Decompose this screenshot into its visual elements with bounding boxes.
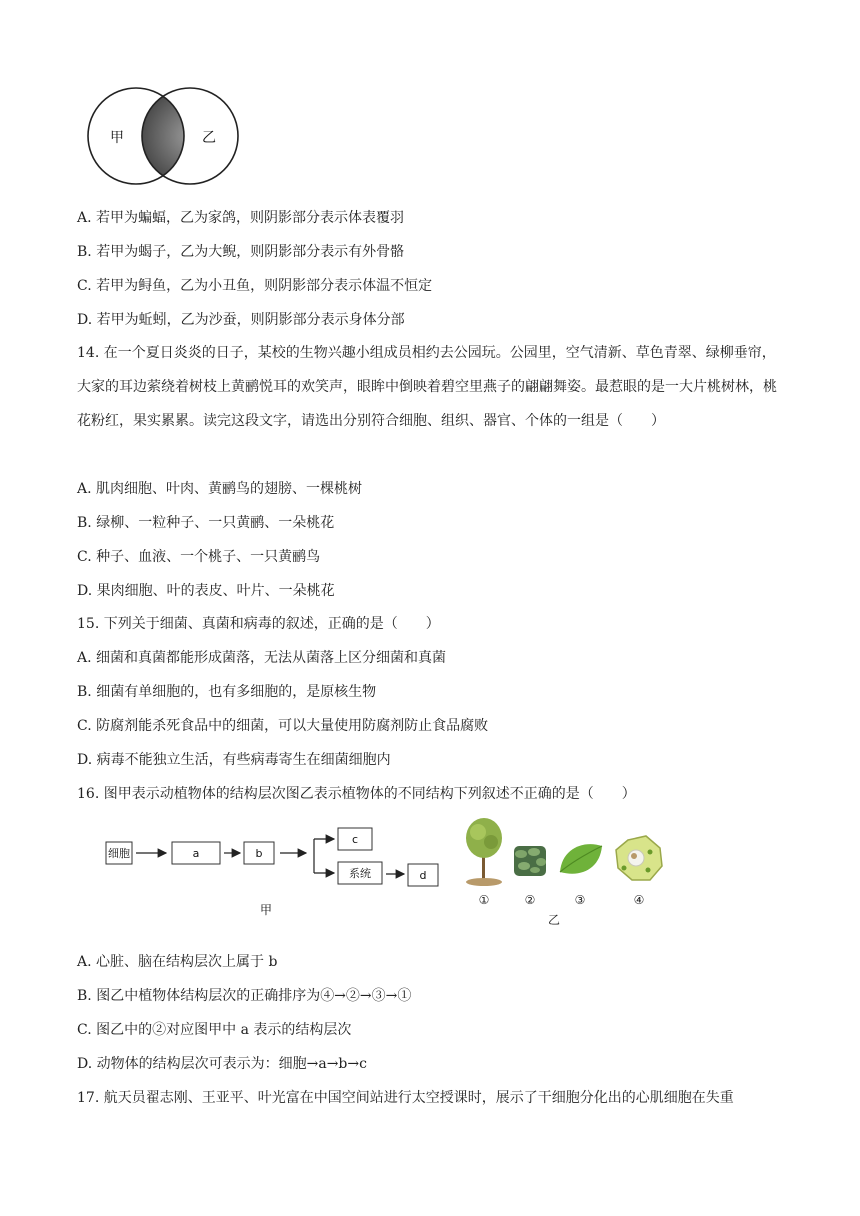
q16-option-c: C. 图乙中的②对应图甲中 a 表示的结构层次 — [77, 1022, 352, 1038]
q15-option-a: A. 细菌和真菌都能形成菌落，无法从菌落上区分细菌和真菌 — [77, 650, 447, 666]
plant-label-2: ② — [524, 893, 536, 907]
flow-label-system: 系统 — [349, 867, 371, 880]
plant-structures-figure — [458, 812, 678, 932]
flow-label-a: a — [192, 847, 200, 860]
q14-stem: 14. 在一个夏日炎炎的日子，某校的生物兴趣小组成员相约去公园玩。公园里，空气清新、草色青翠、绿柳垂帘，大家的耳边萦绕着树枝上黄鹂悦耳的欢笑声，眼眸中倒映着碧空里燕子的翩翩舞姿。最惹眼的是一大片桃树林，桃花粉红，果实累累。读完这段文字，请选出分别符合细胞、组织、器官、个体的一组是（ ） — [77, 345, 777, 429]
plant-label-4: ④ — [633, 893, 645, 907]
q17-stem: 17. 航天员翟志刚、王亚平、叶光富在中国空间站进行太空授课时，展示了干细胞分化出的心肌细胞在失重 — [77, 1090, 734, 1106]
plant-label-3: ③ — [574, 893, 586, 907]
flow-caption: 甲 — [259, 903, 273, 917]
q16-option-d: D. 动物体的结构层次可表示为：细胞→a→b→c — [77, 1056, 367, 1072]
leaf-image — [560, 844, 602, 874]
q15-option-d: D. 病毒不能独立生活，有些病毒寄生在细菌细胞内 — [77, 752, 391, 768]
q13-option-d: D. 若甲为蚯蚓，乙为沙蚕，则阴影部分表示身体分部 — [77, 312, 405, 328]
flow-label-d: d — [419, 869, 427, 882]
q15-option-b: B. 细菌有单细胞的，也有多细胞的，是原核生物 — [77, 684, 377, 700]
flow-label-cell: 细胞 — [108, 847, 130, 860]
flow-label-b: b — [255, 847, 263, 860]
tissue-image — [514, 846, 546, 876]
structure-flow-diagram — [100, 822, 450, 922]
q16-option-a: A. 心脏、脑在结构层次上属于 b — [77, 954, 278, 970]
q16-option-b: B. 图乙中植物体结构层次的正确排序为④→②→③→① — [77, 988, 412, 1004]
q14-option-c: C. 种子、血液、一个桃子、一只黄鹂鸟 — [77, 549, 321, 565]
q13-option-c: C. 若甲为鲟鱼，乙为小丑鱼，则阴影部分表示体温不恒定 — [77, 278, 433, 294]
q14-option-d: D. 果肉细胞、叶的表皮、叶片、一朵桃花 — [77, 583, 335, 599]
flow-label-c: c — [351, 833, 359, 846]
venn-diagram — [86, 84, 240, 188]
q13-option-b: B. 若甲为蝎子，乙为大鲵，则阴影部分表示有外骨骼 — [77, 244, 405, 260]
venn-label-left: 甲 — [110, 130, 124, 146]
q14-option-a: A. 肌肉细胞、叶肉、黄鹂鸟的翅膀、一棵桃树 — [77, 481, 363, 497]
q15-option-c: C. 防腐剂能杀死食品中的细菌，可以大量使用防腐剂防止食品腐败 — [77, 718, 489, 734]
plant-caption: 乙 — [547, 913, 561, 927]
q16-stem: 16. 图甲表示动植物体的结构层次图乙表示植物体的不同结构下列叙述不正确的是（ ） — [77, 786, 636, 802]
q15-stem: 15. 下列关于细菌、真菌和病毒的叙述，正确的是（ ） — [77, 616, 440, 632]
q13-option-a: A. 若甲为蝙蝠，乙为家鸽，则阴影部分表示体表覆羽 — [77, 210, 405, 226]
plant-cell-image — [616, 836, 662, 880]
plant-label-1: ① — [478, 893, 490, 907]
q14-option-b: B. 绿柳、一粒种子、一只黄鹂、一朵桃花 — [77, 515, 335, 531]
venn-label-right: 乙 — [202, 130, 216, 146]
tree-image — [466, 818, 502, 886]
